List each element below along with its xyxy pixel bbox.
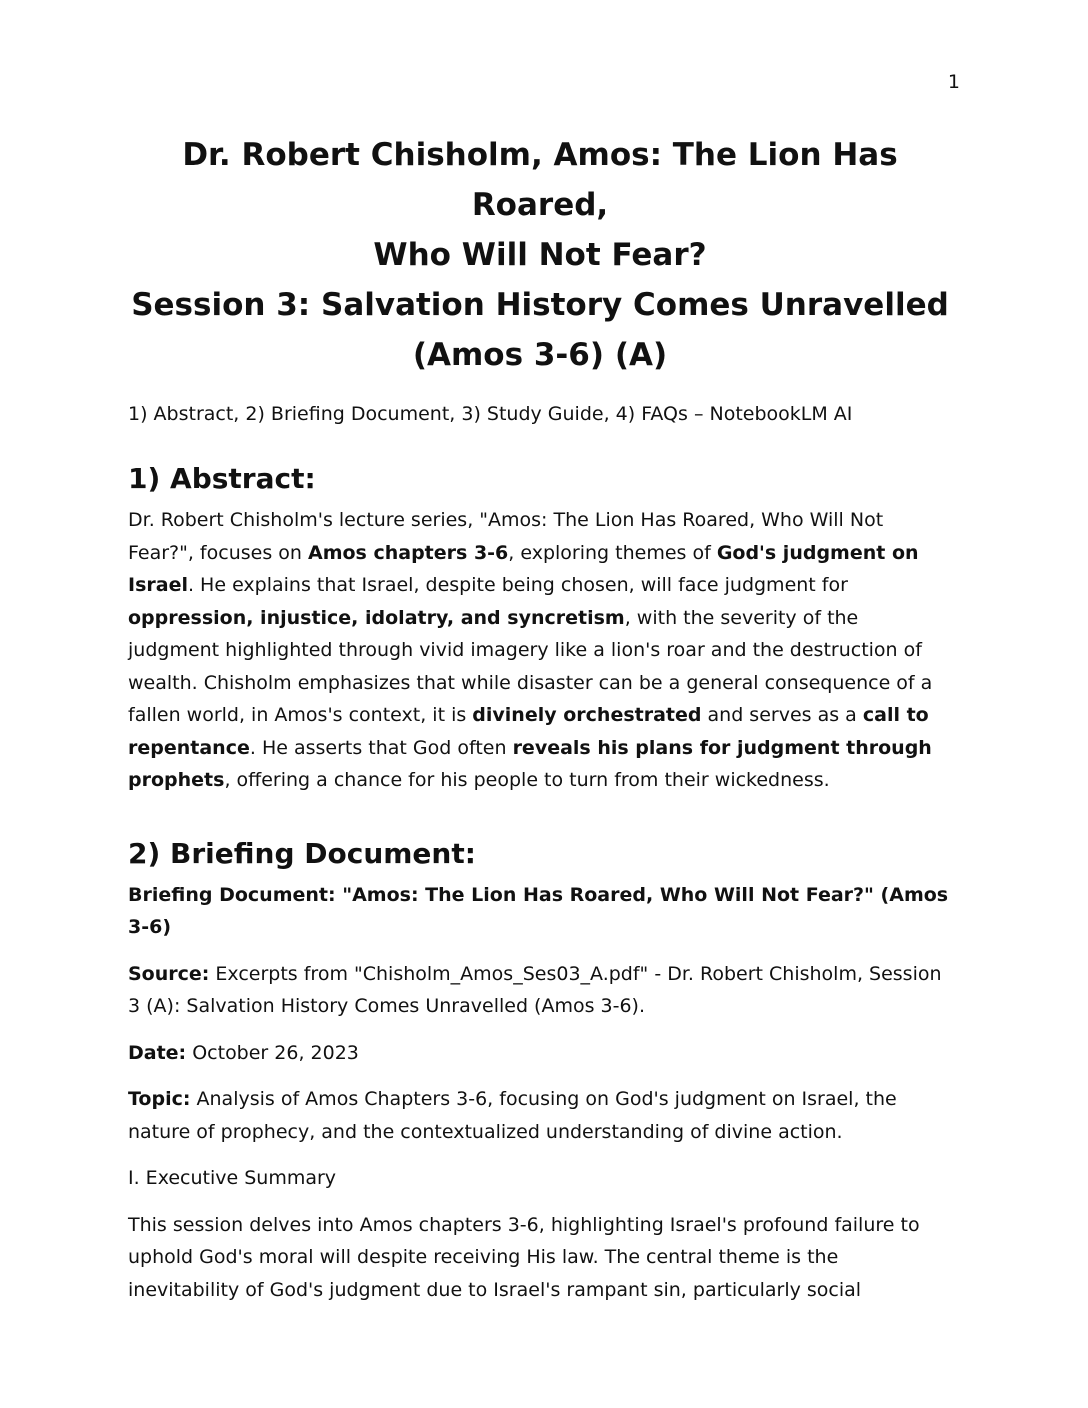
- date-label: Date:: [128, 1041, 187, 1064]
- abstract-bold-1: Amos chapters 3-6: [307, 541, 509, 564]
- contents-line: 1) Abstract, 2) Briefing Document, 3) Study Guide, 4) FAQs – NotebookLM AI: [128, 403, 853, 425]
- topic-line: [128, 1083, 952, 1148]
- page-number: 1: [947, 71, 960, 93]
- abstract-text-2: , exploring themes of: [508, 541, 717, 564]
- title-line-2: Who Will Not Fear?: [373, 237, 707, 273]
- abstract-text-6: . He asserts that God often: [249, 736, 513, 759]
- abstract-text-7: , offering a chance for his people to turn from their wickedness.: [224, 769, 830, 791]
- abstract-bold-5: call to repentance: [128, 704, 929, 759]
- date-line: [128, 1037, 952, 1070]
- document-body: [128, 130, 952, 1306]
- abstract-bold-3: oppression, injustice, idolatry, and syncretism: [128, 606, 625, 629]
- abstract-text-3: . He explains that Israel, despite being chosen, will face judgment for: [187, 574, 848, 596]
- executive-summary-text: This session delves into Amos chapters 3-6, highlighting Israel's profound failure to uphold God's moral will despite receiving His law. The central theme is the inevitability of God's judgment due to Israel's rampant sin, particularly social: [128, 1213, 920, 1301]
- briefing-doc-title: Briefing Document: "Amos: The Lion Has Roared, Who Will Not Fear?" (Amos 3-6): [128, 883, 949, 938]
- document-title: [128, 130, 952, 380]
- abstract-text-5: and serves as a: [701, 704, 863, 726]
- abstract-text-4: , with the severity of the judgment highlighted through vivid imagery like a lion's roar and the destruction of wealth. Chisholm emphasizes that while disaster can be a general consequence of a fallen world, in Amos's context, it is: [128, 606, 933, 726]
- date-text: October 26, 2023: [186, 1041, 359, 1064]
- title-line-3: Session 3: Salvation History Comes Unravelled: [131, 287, 949, 323]
- abstract-text-1: Dr. Robert Chisholm's lecture series, "Amos: The Lion Has Roared, Who Will Not Fear?", focuses on: [128, 509, 884, 564]
- abstract-bold-2: God's judgment on Israel: [128, 541, 919, 596]
- source-text: Excerpts from "Chisholm_Amos_Ses03_A.pdf" - Dr. Robert Chisholm, Session 3 (A): Salvation History Comes Unravelled (Amos 3-6).: [128, 962, 942, 1017]
- source-label: Source:: [128, 962, 210, 985]
- abstract-bold-4: divinely orchestrated: [472, 704, 702, 726]
- source-line: [128, 958, 952, 1023]
- topic-label: Topic:: [128, 1088, 191, 1110]
- title-line-4: (Amos 3-6) (A): [412, 337, 668, 373]
- title-line-1: Dr. Robert Chisholm, Amos: The Lion Has Roared,: [182, 137, 898, 223]
- briefing-heading: 2) Briefing Document:: [128, 836, 476, 870]
- topic-text: Analysis of Amos Chapters 3-6, focusing on God's judgment on Israel, the nature of prophecy, and the contextualized understanding of divine action.: [128, 1088, 897, 1143]
- abstract-paragraph: [128, 504, 952, 797]
- abstract-heading: 1) Abstract:: [128, 462, 316, 495]
- executive-summary-heading: I. Executive Summary: [128, 1167, 337, 1189]
- abstract-bold-6: reveals his plans for judgment through prophets: [128, 736, 932, 791]
